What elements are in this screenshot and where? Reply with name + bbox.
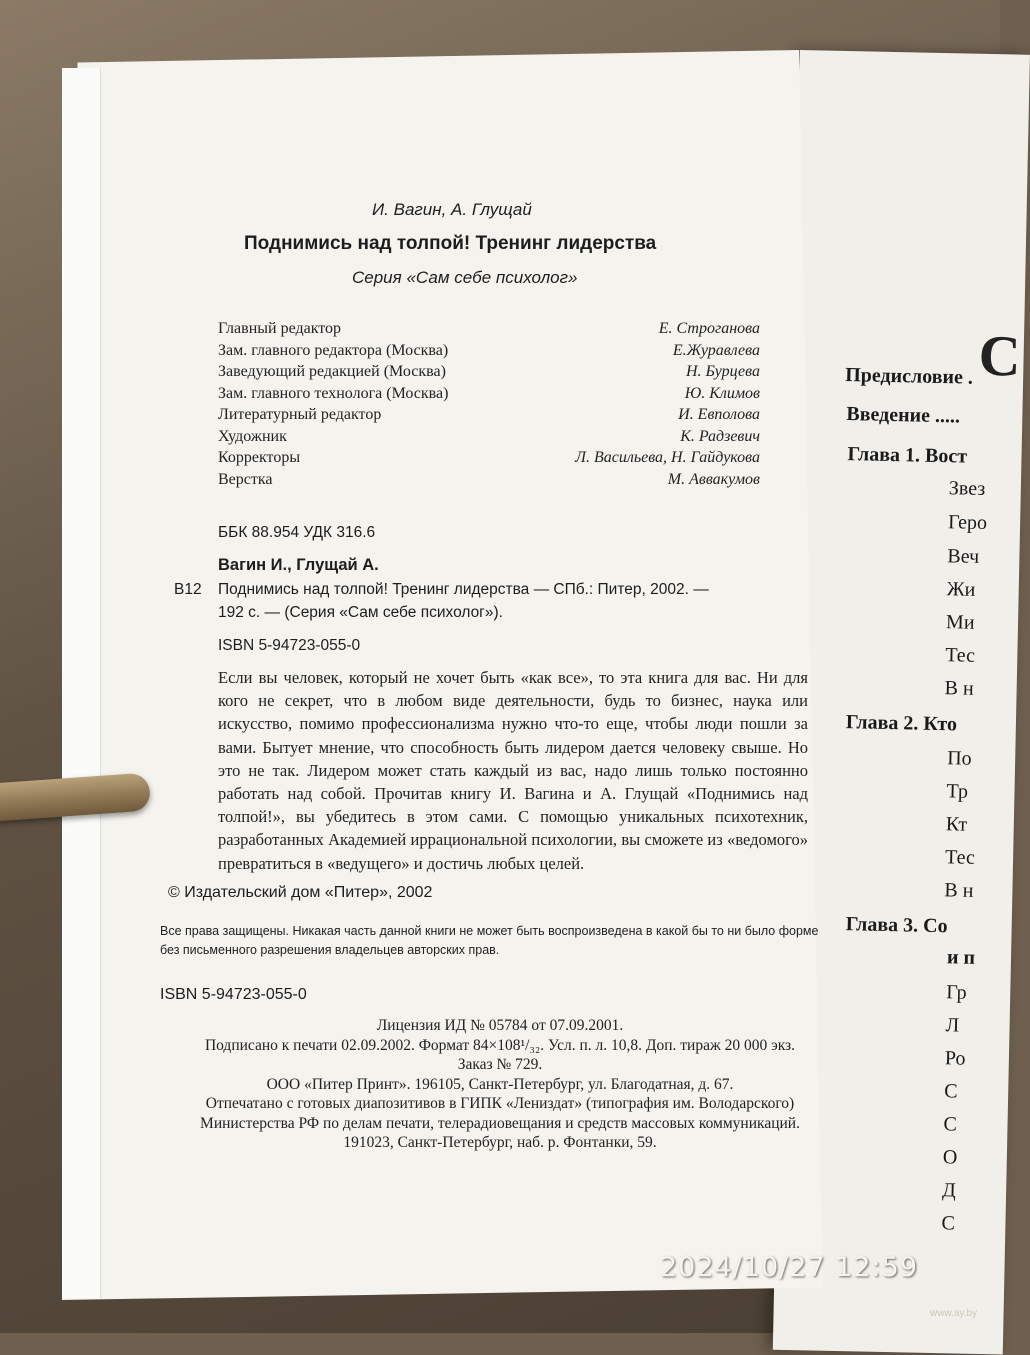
catalog-code: В12 — [174, 581, 202, 598]
book-authors: И. Вагин, А. Глущай — [372, 200, 532, 219]
photo-timestamp: 2024/10/27 12:59 — [660, 1252, 919, 1283]
credit-role: Зам. главного технолога (Москва) — [218, 384, 449, 402]
toc-entry: Тр — [946, 780, 969, 803]
credit-name: Л. Васильева, Н. Гайдукова — [575, 449, 760, 466]
imprint-printed-2: Министерства РФ по делам печати, телерадиовещания и средств массовых коммуникаций. — [200, 1114, 800, 1132]
toc-entry: Ро — [944, 1047, 966, 1070]
credit-role: Корректоры — [218, 449, 301, 466]
catalog-authors: Вагин И., Глущай А. — [218, 556, 379, 574]
credit-name: К. Радзевич — [680, 427, 760, 445]
toc-entry: В н — [944, 677, 974, 700]
toc-entry: С — [941, 1212, 956, 1235]
toc-entry: Тес — [944, 846, 976, 869]
toc-entry: Д — [941, 1179, 957, 1202]
toc-entry: В н — [944, 879, 974, 902]
credit-name: Ю. Климов — [684, 384, 760, 402]
catalog-isbn: ISBN 5-94723-055-0 — [218, 637, 361, 654]
credits-list — [218, 320, 760, 492]
toc-entry: Звез — [948, 477, 986, 500]
catalog-line-2: 192 с. — (Серия «Сам себе психолог»). — [218, 604, 503, 621]
credit-role: Заведующий редакцией (Москва) — [218, 363, 446, 380]
toc-entry: С — [943, 1080, 958, 1103]
book-annotation: Если вы человек, который не хочет быть «как все», то эта книга для вас. Ни для кого не секрет, что в любом виде деятельности, будь то бизнес, наука или искусство, помимо профессионализма нужно что-то еще, чтобы люди пошли за вами. Бытует мнение, что способность быть лидером дается человеку свыше. Но это не так. Лидером может стать каждый из вас, надо лишь только постоянно работать над собой. Прочитав книгу И. Вагина и А. Глущай «Поднимись над толпой!», вы убедитесь в этом сами. С помощью уникальных психотехник, разработанных Академией иррациональной психологии, вы сможете из «ведомого» превратиться в «ведущего» и достичь любых целей. — [218, 668, 808, 873]
credit-name: И. Евполова — [678, 406, 760, 423]
contents-heading-letter: С — [977, 322, 1022, 389]
book-series: Серия «Сам себе психолог» — [352, 268, 578, 287]
toc-entry: Предисловие . — [844, 364, 974, 389]
credit-row — [218, 449, 760, 471]
toc-entry: О — [942, 1146, 958, 1169]
credit-name: Н. Бурцева — [685, 363, 760, 380]
credit-role: Верстка — [218, 470, 273, 488]
credit-role: Художник — [218, 427, 287, 445]
rights-notice: Все права защищены. Никакая часть данной книги не может быть воспроизведена в какой бы то ни было форме без письменного разрешения владельцев авторских прав. — [160, 924, 819, 957]
imprint-order: Заказ № 729. — [457, 1056, 543, 1073]
imprint-address: 191023, Санкт-Петербург, наб. р. Фонтанки, 59. — [343, 1134, 657, 1151]
toc-entry: Введение ..... — [846, 403, 961, 428]
imprint-signed: Подписано к печати 02.09.2002. Формат 84×108¹/₃₂. Усл. п. л. 10,8. Доп. тираж 20 000 экз. — [204, 1036, 796, 1054]
toc-entry: Геро — [947, 511, 988, 535]
credit-row — [218, 320, 760, 342]
imprint-printed-1: Отпечатано с готовых диапозитивов в ГИПК «Лениздат» (типография им. Володарского) — [205, 1095, 795, 1112]
toc-entry: Глава 1. Вост — [847, 443, 968, 468]
copyright-line: © Издательский дом «Питер», 2002 — [168, 884, 433, 901]
credit-role: Литературный редактор — [218, 406, 382, 423]
toc-entry: Ми — [945, 611, 975, 634]
imprint-publisher: ООО «Питер Принт». 196105, Санкт-Петербург, ул. Благодатная, д. 67. — [266, 1075, 734, 1093]
toc-entry: и п — [946, 946, 976, 969]
credit-name: Е.Журавлева — [672, 341, 760, 359]
toc-entry: Гр — [946, 981, 967, 1004]
catalog-line-1: Поднимись над толпой! Тренинг лидерства — СПб.: Питер, 2002. — — [218, 581, 709, 598]
toc-entry: Л — [945, 1014, 960, 1037]
isbn-bottom: ISBN 5-94723-055-0 — [160, 986, 307, 1003]
book-title: Поднимись над толпой! Тренинг лидерства — [244, 233, 657, 254]
credit-name: Е. Строганова — [658, 320, 760, 337]
credit-row — [218, 406, 760, 428]
bbk-udk: ББК 88.954 УДК 316.6 — [218, 524, 376, 541]
toc-entry: Кт — [945, 813, 968, 836]
toc-entry: С — [943, 1113, 958, 1136]
credit-row — [218, 342, 760, 364]
toc-entry: Веч — [947, 545, 980, 568]
credit-row — [218, 428, 760, 450]
page-edge — [62, 68, 101, 1298]
credit-name: М. Аввакумов — [667, 470, 760, 488]
credit-role: Зам. главного редактора (Москва) — [218, 341, 449, 359]
watermark: www.ay.by — [930, 1308, 978, 1319]
credit-row — [218, 471, 760, 493]
toc-entry: Глава 2. Кто — [845, 711, 958, 736]
credit-role: Главный редактор — [218, 320, 342, 337]
toc-entry: Жи — [946, 578, 976, 601]
imprint-block — [160, 1016, 840, 1153]
imprint-license: Лицензия ИД № 05784 от 07.09.2001. — [376, 1017, 624, 1034]
credit-row — [218, 363, 760, 385]
toc-entry: По — [946, 747, 972, 770]
toc-entry: Тес — [945, 644, 976, 667]
credit-row — [218, 385, 760, 407]
toc-entry: Глава 3. Со — [845, 913, 948, 938]
